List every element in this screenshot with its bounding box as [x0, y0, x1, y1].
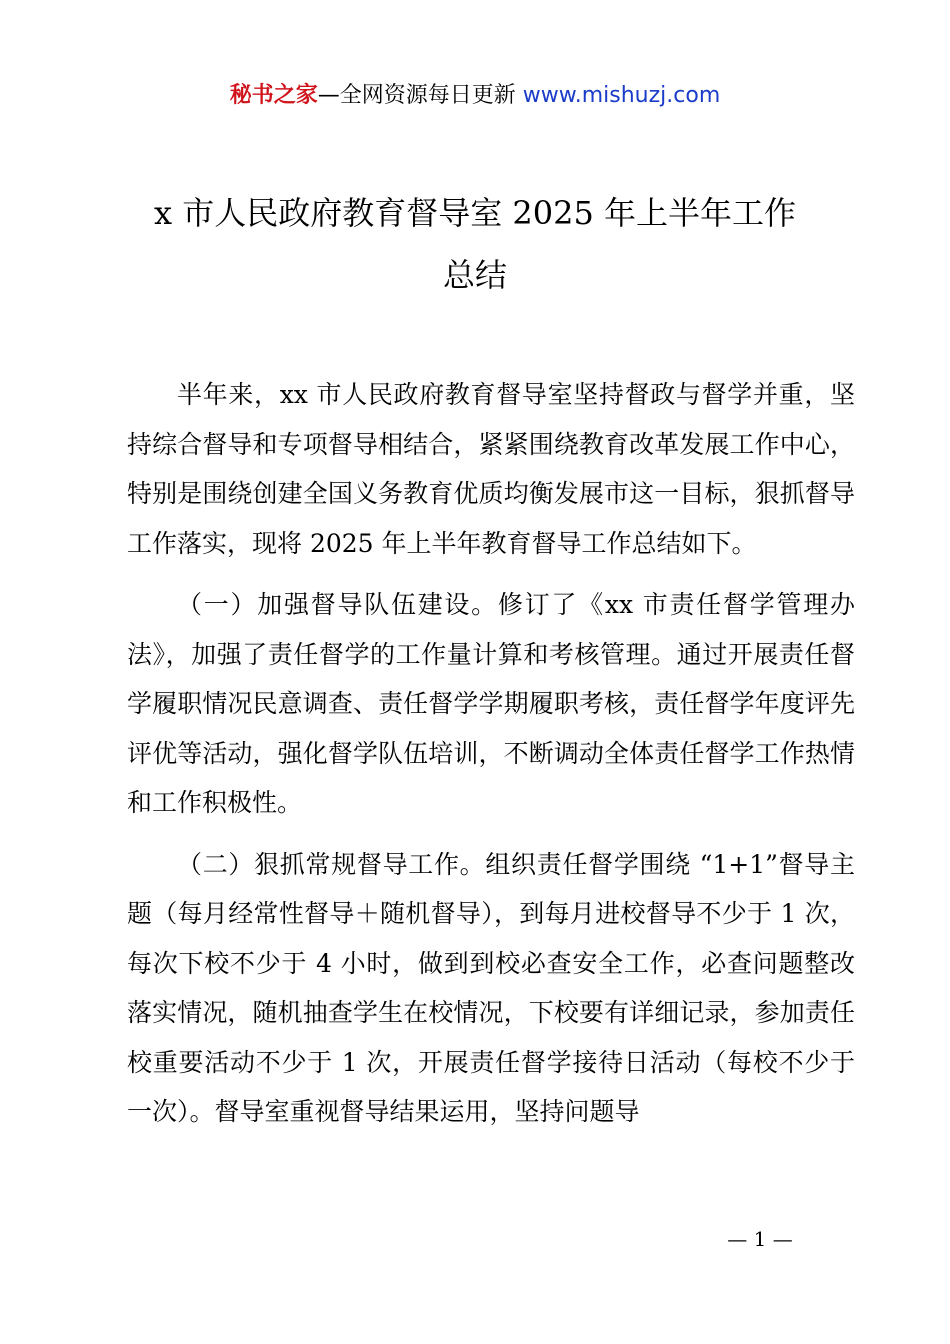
- brand-name: 秘书之家: [229, 83, 318, 108]
- paragraph-section-2: （二）狠抓常规督导工作。组织责任督学围绕 “1+1”督导主题（每月经常性督导＋随机督导），到每月进校督导不少于 1 次，每次下校不少于 4 小时，做到到校必查安全工作，必查问题整改落实情况，随机抽查学生在校情况，下校要有详细记录，参加责任校重要活动不少于 1 次，开展责任督学接待日活动（每校不少于一次）。督导室重视督导结果运用，坚持问题导: [127, 849, 855, 1126]
- header-tagline: —全网资源每日更新: [317, 83, 516, 108]
- site-url-link[interactable]: www.mishuzj.com: [522, 83, 721, 108]
- paragraph-intro: 半年来，xx 市人民政府教育督导室坚持督政与督学并重，坚持综合督导和专项督导相结合，紧紧围绕教育改革发展工作中心，特别是围绕创建全国义务教育优质均衡发展市这一目标，狠抓督导工作落实，现将 2025 年上半年教育督导工作总结如下。: [127, 380, 855, 558]
- paragraph-section-1: （一）加强督导队伍建设。修订了《xx 市责任督学管理办法》，加强了责任督学的工作量计算和考核管理。通过开展责任督学履职情况民意调查、责任督学学期履职考核，责任督学年度评先评优等活动，强化督学队伍培训，不断调动全体责任督学工作热情和工作积极性。: [127, 590, 855, 817]
- page-number: — 1 —: [727, 1227, 793, 1251]
- document-title: [100, 182, 850, 306]
- title-line-1: x 市人民政府教育督导室 2025 年上半年工作: [153, 194, 796, 232]
- site-header: [0, 80, 950, 112]
- title-line-2: 总结: [442, 256, 507, 294]
- document-body: [127, 370, 855, 1149]
